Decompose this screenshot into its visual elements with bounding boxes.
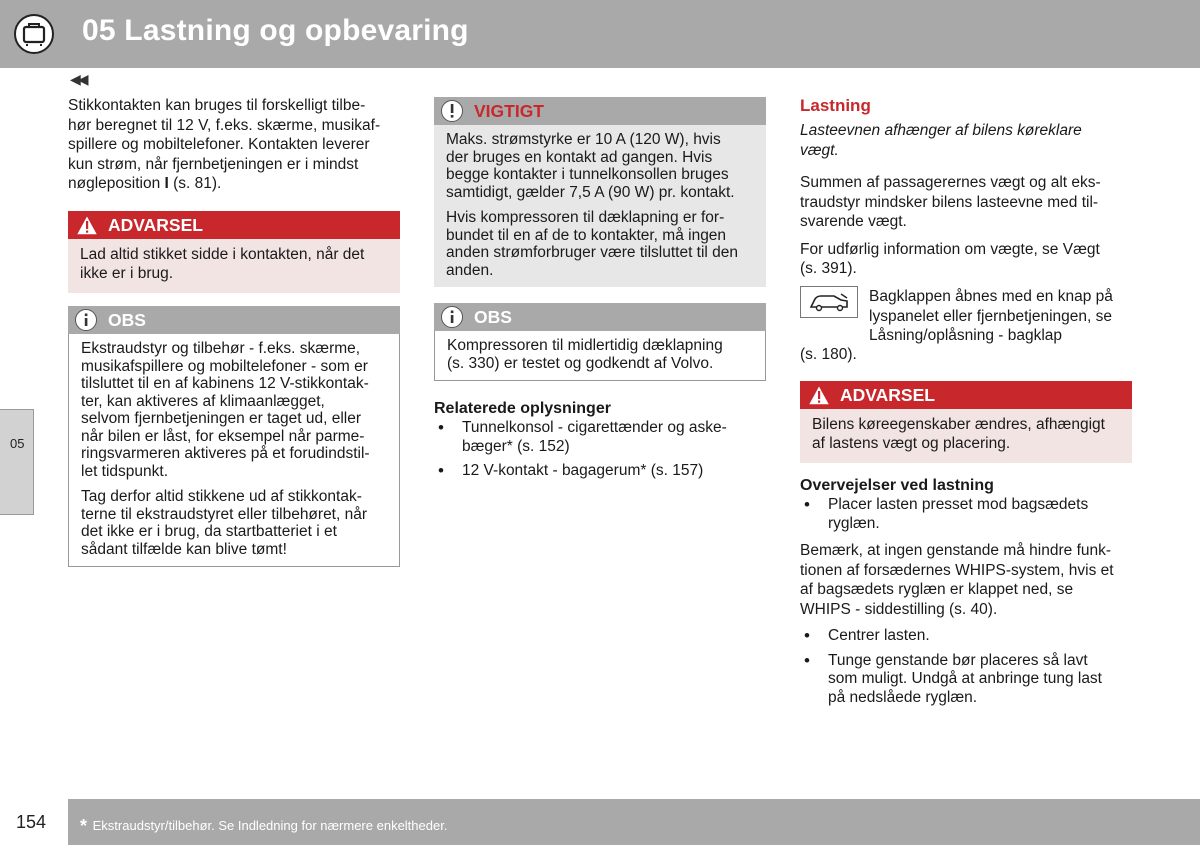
note-title: OBS (108, 310, 146, 330)
warning-header (68, 211, 400, 239)
important-body (434, 125, 766, 287)
note-box (68, 306, 400, 567)
weight-reference-paragraph[interactable]: For udførlig information om vægte, se Vægt (s. 391). (800, 240, 1100, 277)
warning-triangle-icon (806, 383, 832, 407)
related-link-tunnel-console[interactable]: • Tunnelkonsol - cigarettænder og aske- bæger* (s. 152) (434, 419, 768, 456)
page-number: 154 (16, 812, 47, 832)
key-position-label: I (164, 175, 169, 192)
whips-paragraph: Bemærk, at ingen genstande må hindre funk- tionen af forsædernes WHIPS-system, hvis et af bagsædets ryglæn er klappet ned, se WHIPS - siddestilling (s. 40). (800, 542, 1114, 618)
related-heading: Relaterede oplysninger (434, 400, 611, 417)
footnote-star: * (80, 816, 88, 836)
info-icon (74, 308, 100, 332)
exclamation-icon (440, 99, 466, 123)
intro-text: Stikkontakten kan bruges til forskelligt tilbe- hør beregnet til 12 V, f.eks. skærme, musikaf- spillere og mobiltelefoner. Kontakten leverer kun strøm, når fjernbetjeningen er i mindst nøgleposition (68, 97, 381, 192)
considerations-heading: Overvejelser ved lastning (800, 477, 994, 494)
consideration-item: • Tunge genstande bør placeres så lavt som muligt. Undgå at anbringe tung last på nedslåede ryglæn. (800, 652, 1140, 708)
column-right (800, 96, 1140, 279)
important-text-2: Hvis kompressoren til dæklapning er for- bundet til en af de to kontakter, må ingen anden strømforbruger være tilsluttet til den anden. (446, 209, 739, 279)
related-link-12v-cargo[interactable]: • 12 V-kontakt - bagagerum* (s. 157) (434, 462, 768, 481)
important-title: VIGTIGT (474, 101, 544, 121)
section-heading-loading: Lastning (800, 96, 871, 115)
important-text-1: Maks. strømstyrke er 10 A (120 W), hvis der bruges en kontakt ad gangen. Hvis begge kontakter i tunnelkonsollen bruges samtidigt, gælder 7,5 A (90 W) pr. kontakt. (446, 131, 735, 201)
warning-box-2 (800, 381, 1132, 463)
intro-paragraph (68, 96, 402, 194)
important-box (434, 97, 766, 287)
tailgate-text: Bagklappen åbnes med en knap på lyspanelet eller fjernbetjeningen, se Låsning/oplåsning - bagklap (869, 288, 1113, 344)
loading-paragraph-1: Summen af passagerernes vægt og alt eks- traudstyr mindsker bilens lasteevne med til- svarende vægt. (800, 174, 1101, 230)
chapter-side-tab[interactable] (0, 409, 34, 515)
note-text-2: Tag derfor altid stikkene ud af stikkontak- terne til ekstraudstyret eller tilbehøret, når det ikke er i brug, da startbatteriet i et sådant tilfælde kan blive tømt! (81, 488, 368, 558)
warning-box (68, 211, 400, 293)
luggage-icon (0, 0, 68, 68)
note-text-1: Ekstraudstyr og tilbehør - f.eks. skærme, musikafspillere og mobiltelefoner - som er tilsluttet til en af kabinens 12 V-stikkontak- ter, kan aktiveres af klimaanlægget, selvom fjernbetjeningen er taget ud, eller når bilen er låst, for eksempel når parme- ringsvarmeren aktiveres på et forudindstil- let tidspunkt. (81, 340, 370, 480)
note-header-2 (434, 303, 766, 331)
related-list (434, 419, 768, 481)
footnote-text: Ekstraudstyr/tilbehør. Se Indledning for nærmere enkeltheder. (92, 818, 448, 833)
note-header (68, 306, 400, 334)
intro-reference[interactable]: (s. 81). (168, 175, 222, 192)
warning-title-2: ADVARSEL (840, 385, 935, 405)
column-left (68, 96, 402, 194)
loading-subtitle: Lasteevnen afhænger af bilens køreklare vægt. (800, 122, 1082, 159)
tailgate-reference[interactable]: (s. 180). (800, 346, 857, 363)
considerations-list-2 (800, 627, 1140, 707)
considerations-list-1 (800, 496, 1140, 533)
warning-text: Lad altid stikket sidde i kontakten, når det ikke er i brug. (68, 239, 400, 293)
previous-page-arrows[interactable]: ◀◀ (70, 71, 86, 87)
important-header (434, 97, 766, 125)
note-title-2: OBS (474, 307, 512, 327)
note-box-2 (434, 303, 766, 381)
note-text-compressor: Kompressoren til midlertidig dæklapning (s. 330) er testet og godkendt af Volvo. (434, 331, 766, 381)
warning-triangle-icon (74, 213, 100, 237)
car-tailgate-icon (800, 286, 858, 318)
warning-header-2 (800, 381, 1132, 409)
chapter-icon-box (0, 0, 68, 68)
warning-text-2: Bilens køreegenskaber ændres, afhængigt af lastens vægt og placering. (800, 409, 1132, 463)
warning-title: ADVARSEL (108, 215, 203, 235)
loading-considerations (800, 477, 1140, 707)
note-body (68, 334, 400, 567)
chapter-title: 05 Lastning og opbevaring (82, 14, 469, 47)
consideration-item: • Placer lasten presset mod bagsædets ryglæn. (800, 496, 1140, 533)
chapter-side-tab-label: 05 (10, 436, 25, 451)
consideration-item: • Centrer lasten. (800, 627, 1140, 646)
footnote (80, 814, 447, 835)
info-icon (440, 305, 466, 329)
related-info (434, 400, 768, 481)
